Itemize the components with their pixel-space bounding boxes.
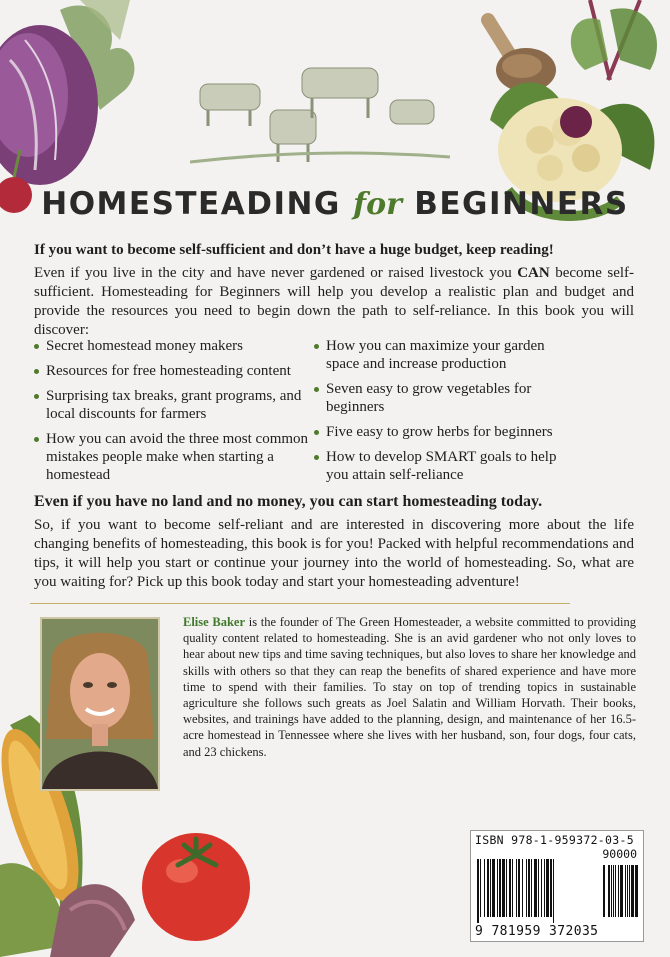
addon-bar: [613, 865, 614, 917]
cows-illustration: [190, 62, 450, 172]
author-name: Elise Baker: [183, 615, 246, 629]
author-bio-text: is the founder of The Green Homesteader, a website committed to providing quality content related to homesteading. She is an avid gardener who not only loves to hear about new tips and time saving techniques, but also loves to share her knowledge and skills with others so that they can reap the benefits of shared experience and have more time to spend with their families. To stay on top of trending topics in sustainable agriculture she follows such greats as Joel Salatin and William Horvath. Their books, websites, and trainings have added to the planning, design, and maintenance of her 16.5-acre homestead in Tennessee where she lives with her husband, son, four dogs, four cats, and 23 chickens.: [183, 615, 636, 759]
highlight-sentence: Even if you have no land and no money, you can start homesteading today.: [34, 493, 543, 510]
book-title: [0, 186, 670, 222]
barcode-bars: [475, 859, 639, 923]
list-item: Surprising tax breaks, grant programs, and local discounts for farmers: [34, 387, 314, 423]
benefit-list: [34, 337, 634, 491]
intro-paragraph: [34, 264, 634, 340]
title-homesteading: HOMESTEADING: [41, 186, 341, 222]
benefit-column-left: [34, 337, 314, 491]
title-for: for: [353, 187, 402, 222]
barcode-bar: [497, 859, 498, 917]
addon-bar: [625, 865, 626, 917]
addon-bar: [631, 865, 634, 917]
author-bio: [183, 614, 636, 760]
barcode-bar: [484, 859, 485, 917]
barcode-bar: [553, 859, 554, 923]
intro-before: Even if you live in the city and have never gardened or raised livestock you: [34, 265, 512, 281]
addon-bar: [635, 865, 638, 917]
barcode-bar: [492, 859, 495, 917]
title-beginners: BEGINNERS: [414, 186, 629, 222]
barcode-bar: [526, 859, 527, 917]
list-item: Five easy to grow herbs for beginners: [314, 423, 574, 441]
addon-bar: [603, 865, 605, 917]
barcode-bar: [509, 859, 511, 917]
barcode-digits: 9 781959 372035: [475, 924, 599, 939]
barcode-bar: [516, 859, 517, 917]
barcode-bar: [512, 859, 513, 917]
section-divider: [30, 603, 570, 604]
barcode-bar: [538, 859, 539, 917]
list-item: How you can avoid the three most common mistakes people make when starting a homestead: [34, 430, 314, 484]
author-photo: [40, 617, 160, 791]
barcode-bar: [502, 859, 505, 917]
tomato-illustration: [138, 815, 253, 957]
list-item: How you can maximize your garden space and increase production: [314, 337, 574, 373]
addon-bar: [629, 865, 630, 917]
addon-bar: [627, 865, 628, 917]
barcode-bar: [487, 859, 489, 917]
barcode-bar: [550, 859, 552, 917]
addon-bar: [615, 865, 616, 917]
barcode-bar: [490, 859, 491, 917]
barcode-bar: [477, 859, 479, 923]
addon-bar: [620, 865, 623, 917]
isbn-barcode: [470, 830, 644, 942]
list-item: How to develop SMART goals to help you attain self-reliance: [314, 448, 574, 484]
barcode-bar: [499, 859, 501, 917]
barcode-bar: [534, 859, 537, 917]
barcode-bar: [518, 859, 520, 917]
lead-sentence: If you want to become self-sufficient and don’t have a huge budget, keep reading!: [34, 242, 554, 258]
addon-bar: [611, 865, 612, 917]
intro-after: become self-sufficient. Homesteading for Beginners will help you develop a realistic plan and budget and provide the resources you need to begin down the path to self-reliance. In this book you will discover:: [34, 265, 635, 338]
price-addon: 90000: [602, 847, 637, 861]
addon-bar: [618, 865, 619, 917]
barcode-bar: [541, 859, 542, 917]
barcode-bar: [544, 859, 545, 917]
barcode-bar: [506, 859, 507, 917]
barcode-bar: [531, 859, 532, 917]
list-item: Resources for free homesteading content: [34, 362, 314, 380]
list-item: Secret homestead money makers: [34, 337, 314, 355]
barcode-bar: [480, 859, 481, 917]
addon-bar: [608, 865, 610, 917]
benefit-column-right: [314, 337, 574, 491]
barcode-bar: [528, 859, 530, 917]
barcode-bar: [522, 859, 523, 917]
isbn-label: ISBN 978-1-959372-03-5: [475, 833, 634, 847]
list-item: Seven easy to grow vegetables for beginners: [314, 380, 574, 416]
barcode-bar: [546, 859, 549, 917]
intro-emphasis: CAN: [517, 265, 550, 281]
closing-paragraph: So, if you want to become self-reliant and are interested in discovering more about the life changing benefits of homesteading, this book is for you! Packed with helpful recommendations and tips, it will help you start or continue your journey into the world of homesteading. So, what are you waiting for? Pick up this book today and start your homesteading adventure!: [34, 517, 634, 590]
